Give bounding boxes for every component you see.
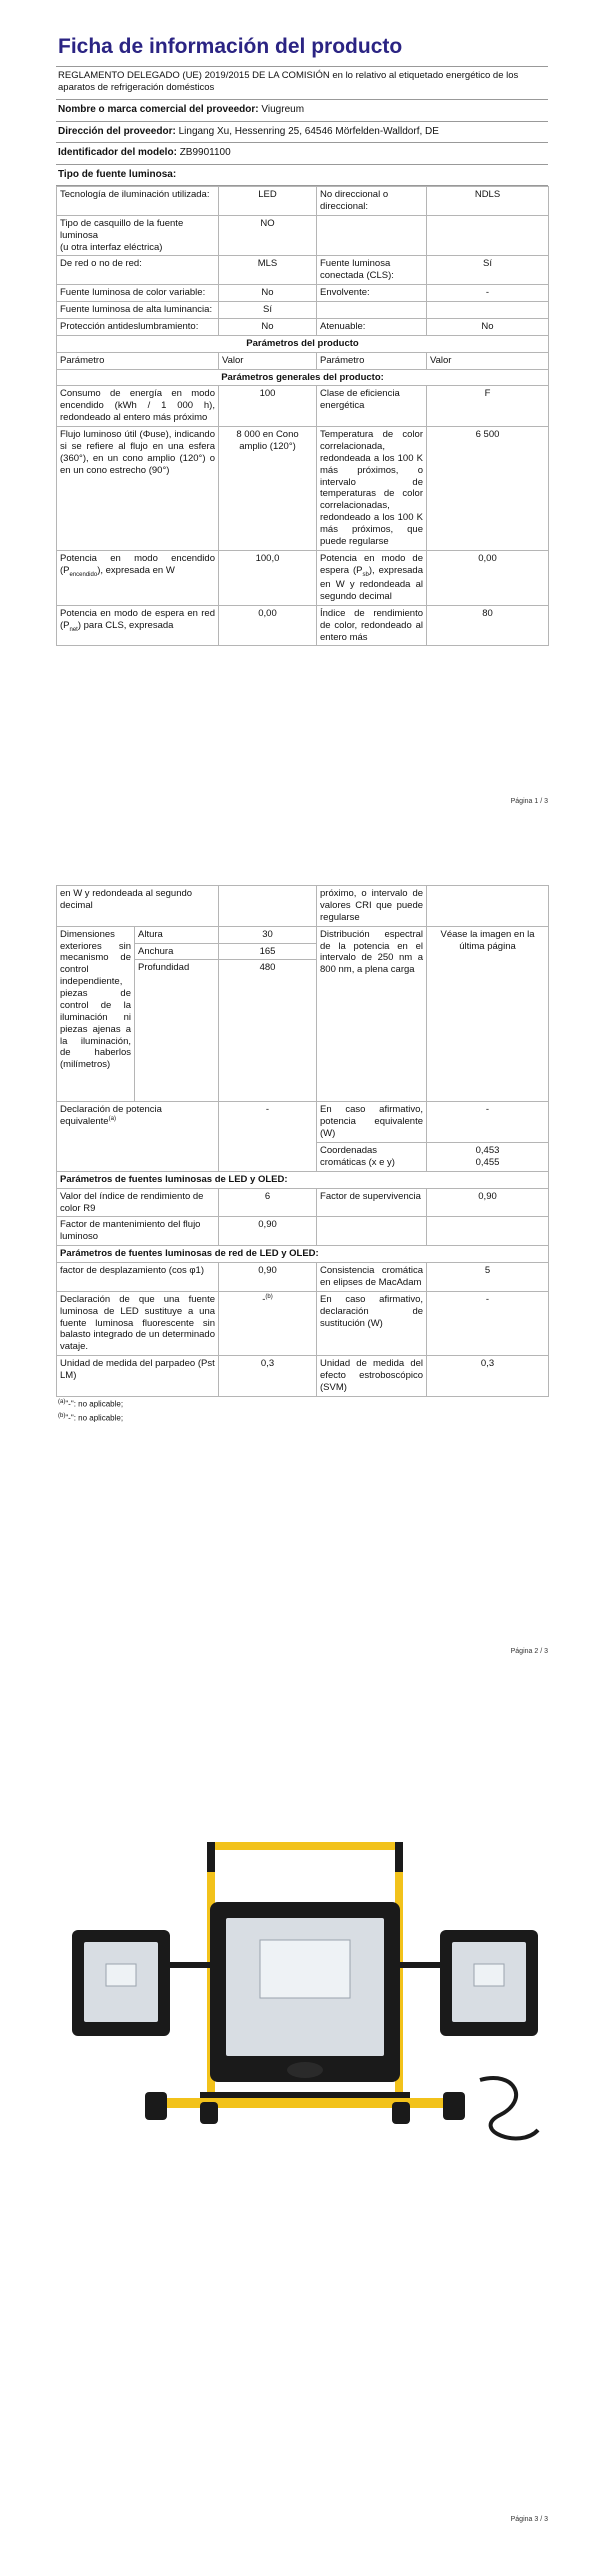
cell-label: Protección antideslumbramiento: <box>57 318 219 335</box>
footnote <box>56 1397 548 1412</box>
cell-value: Sí <box>219 302 317 319</box>
table-row <box>57 1291 549 1355</box>
depth-label: Profundidad <box>135 960 219 1102</box>
page-3 <box>0 1680 603 2560</box>
cell-value: 0,90 <box>427 1188 549 1217</box>
cell-value: No <box>219 318 317 335</box>
column-header: Parámetro <box>317 352 427 369</box>
height-label: Altura <box>135 926 219 943</box>
page-1-content <box>56 32 548 646</box>
cell-text: ), expresada en W y redondeada al segundo decimal <box>320 564 423 602</box>
cell-value: 0,90 <box>219 1217 317 1246</box>
section-header: Parámetros generales del producto: <box>57 369 549 386</box>
cell-value: 0,90 <box>219 1263 317 1292</box>
table-row <box>57 550 549 605</box>
table-row <box>57 1356 549 1397</box>
footnote-ref: (b) <box>265 1293 273 1300</box>
cell-label: Clase de eficiencia energética <box>317 386 427 427</box>
column-header: Parámetro <box>57 352 219 369</box>
cell-label <box>317 1217 427 1246</box>
supplier-name-row <box>56 100 548 122</box>
product-image <box>60 1830 550 2160</box>
cell-label: En caso afirmativo, declaración de sustitución (W) <box>317 1291 427 1355</box>
width-label: Anchura <box>135 943 219 960</box>
cell-label: Valor del índice de rendimiento de color R9 <box>57 1188 219 1217</box>
chromaticity-y: 0,455 <box>475 1156 500 1168</box>
section-header-row <box>57 335 549 352</box>
lamp-center-led-array <box>260 1940 350 1998</box>
foot-inner-right <box>392 2102 410 2124</box>
cell-text: ) para CLS, expresada <box>77 619 174 631</box>
cell-value: MLS <box>219 256 317 285</box>
supplier-name: Viugreum <box>261 104 305 115</box>
subscript: net <box>69 626 78 633</box>
frame-base-strip <box>200 2092 410 2098</box>
cell-label: Índice de rendimiento de color, redondeado al entero más <box>317 605 427 646</box>
page-1 <box>0 0 603 840</box>
cell-value: F <box>427 386 549 427</box>
cell-label <box>57 605 219 646</box>
cell-value <box>427 1143 549 1172</box>
table-row <box>57 302 549 319</box>
cell-text: Declaración de potencia equivalente <box>60 1104 162 1128</box>
cell-label: próximo, o intervalo de valores CRI que puede regularse <box>317 886 427 927</box>
section-header: Parámetros de fuentes luminosas de red de LED y OLED: <box>57 1246 549 1263</box>
cell-label: Factor de supervivencia <box>317 1188 427 1217</box>
cell-value: 0,3 <box>427 1356 549 1397</box>
cell-value: No <box>219 285 317 302</box>
supplier-address-label: Dirección del proveedor: <box>58 125 176 137</box>
cell-value: NO <box>219 215 317 256</box>
parameters-table-continued <box>56 885 549 1397</box>
cell-label <box>317 302 427 319</box>
cell-value: 6 <box>219 1188 317 1217</box>
cell-label-note: (u otra interfaz eléctrica) <box>60 241 163 253</box>
cell-value <box>219 1291 317 1355</box>
model-row <box>56 143 548 165</box>
cell-label: Unidad de medida del efecto estroboscópico (SVM) <box>317 1356 427 1397</box>
foot-right <box>443 2092 465 2120</box>
table-row <box>57 386 549 427</box>
cell-label: Fuente luminosa de alta luminancia: <box>57 302 219 319</box>
power-cable <box>480 2078 538 2138</box>
arm-left <box>168 1962 212 1968</box>
cell-value: - <box>427 1291 549 1355</box>
page-number: Página 2 / 3 <box>510 1648 548 1655</box>
section-header-row <box>57 1246 549 1263</box>
supplier-address: Lingang Xu, Hessenring 25, 64546 Mörfelden-Walldorf, DE <box>178 125 439 137</box>
footnote-text: "-": no aplicable; <box>65 1414 124 1424</box>
cell-value: No <box>427 318 549 335</box>
table-row <box>57 1188 549 1217</box>
cell-label: Consistencia cromática en elipses de MacAdam <box>317 1263 427 1292</box>
cell-label: Fuente luminosa de color variable: <box>57 285 219 302</box>
cell-value: - <box>427 1102 549 1143</box>
cell-label: Factor de mantenimiento del flujo luminoso <box>57 1217 219 1246</box>
subscript: encendido <box>69 571 98 578</box>
cell-text: ), expresada en W <box>97 564 175 576</box>
height-value: 30 <box>219 926 317 943</box>
model-label: Identificador del modelo: <box>58 147 177 158</box>
page-number: Página 3 / 3 <box>510 2516 548 2523</box>
lamp-left-led-array <box>106 1964 136 1986</box>
cell-value <box>427 886 549 927</box>
cell-label <box>317 215 427 256</box>
table-row <box>57 285 549 302</box>
cell-label: Envolvente: <box>317 285 427 302</box>
cell-label: en W y redondeada al segundo decimal <box>57 886 219 927</box>
cell-value: 0,00 <box>219 605 317 646</box>
footnote-text: "-": no aplicable; <box>65 1399 124 1409</box>
cell-value: 80 <box>427 605 549 646</box>
floodlight-illustration <box>60 1830 550 2160</box>
cell-label: Fuente luminosa conectada (CLS): <box>317 256 427 285</box>
cell-label: Consumo de energía en modo encendido (kWh / 1 000 h), redondeado al entero más próximo <box>57 386 219 427</box>
cell-value: 100,0 <box>219 550 317 605</box>
lamp-center-switch <box>287 2062 323 2078</box>
table-row <box>57 1217 549 1246</box>
cell-value: 6 500 <box>427 427 549 551</box>
section-header: Parámetros del producto <box>57 335 549 352</box>
supplier-name-label: Nombre o marca comercial del proveedor: <box>58 104 259 115</box>
table-row <box>57 1263 549 1292</box>
cell-value: - <box>427 285 549 302</box>
cell-label <box>57 215 219 256</box>
section-header: Parámetros de fuentes luminosas de LED y OLED: <box>57 1171 549 1188</box>
cell-label-text: Tipo de casquillo de la fuente luminosa <box>60 217 184 241</box>
cell-value: 0,00 <box>427 550 549 605</box>
depth-value: 480 <box>219 960 317 1102</box>
cell-label: Temperatura de color correlacionada, redondeada a los 100 K más próximos, o intervalo de temperaturas de color correlacionadas, redondeado a los 100 K más próximos, que puede regularse <box>317 427 427 551</box>
frame-right-cap <box>395 1842 403 1872</box>
table-row <box>57 318 549 335</box>
table-row <box>57 256 549 285</box>
cell-label: Unidad de medida del parpadeo (Pst LM) <box>57 1356 219 1397</box>
cell-label: No direccional o direccional: <box>317 187 427 216</box>
document-title: Ficha de información del producto <box>56 32 548 67</box>
column-header-row <box>57 352 549 369</box>
cell-value: LED <box>219 187 317 216</box>
cell-value: - <box>219 1102 317 1171</box>
cell-value: 5 <box>427 1263 549 1292</box>
cell-value: 100 <box>219 386 317 427</box>
cell-value <box>219 886 317 927</box>
cell-text: Potencia en modo encendido (P <box>60 552 215 576</box>
cell-value <box>427 302 549 319</box>
cell-value: Sí <box>427 256 549 285</box>
cell-label: Flujo luminoso útil (Φuse), indicando si se refiere al flujo en una esfera (360°), en un cono amplio (120°) o en un cono estrecho (90°) <box>57 427 219 551</box>
footnote-marker: (a) <box>58 1398 66 1405</box>
cell-value <box>427 215 549 256</box>
dimensions-label: Dimensiones exteriores sin mecanismo de control independiente, piezas de control de la iluminación ni piezas ajenas a la iluminación, de haberlos (milímetros) <box>57 926 135 1102</box>
spectral-value: Véase la imagen en la última página <box>427 926 549 1102</box>
source-type-label: Tipo de fuente luminosa: <box>56 165 548 187</box>
spectral-label: Distribución espectral de la potencia en el intervalo de 250 nm a 800 nm, a plena carga <box>317 926 427 1102</box>
frame-left-cap <box>207 1842 215 1872</box>
cell-value: NDLS <box>427 187 549 216</box>
section-header-row <box>57 1171 549 1188</box>
lamp-right-led-array <box>474 1964 504 1986</box>
column-header: Valor <box>219 352 317 369</box>
page-2-content <box>56 885 548 1426</box>
frame-top-bar <box>213 1842 397 1850</box>
footnote-ref: (a) <box>108 1116 116 1123</box>
column-header: Valor <box>427 352 549 369</box>
cell-text: Potencia en modo de espera (P <box>320 552 423 576</box>
supplier-address-row <box>56 122 548 144</box>
arm-right <box>398 1962 442 1968</box>
section-header-row <box>57 369 549 386</box>
frame-base-bar <box>150 2098 460 2108</box>
cell-label: Coordenadas cromáticas (x e y) <box>317 1143 427 1172</box>
cell-label: factor de desplazamiento (cos φ1) <box>57 1263 219 1292</box>
model-id: ZB9901100 <box>179 147 231 158</box>
table-row <box>57 926 549 943</box>
table-row <box>57 886 549 927</box>
cell-label <box>317 550 427 605</box>
cell-value <box>427 1217 549 1246</box>
width-value: 165 <box>219 943 317 960</box>
foot-left <box>145 2092 167 2120</box>
table-row <box>57 1102 549 1143</box>
cell-label: Declaración de que una fuente luminosa de LED sustituye a una fuente luminosa fluorescente sin balasto integrado de un determinado vataje. <box>57 1291 219 1355</box>
cell-value: 0,3 <box>219 1356 317 1397</box>
page-number: Página 1 / 3 <box>510 798 548 805</box>
cell-text: - <box>262 1293 266 1305</box>
footnote-marker: (b) <box>58 1413 66 1420</box>
cell-label <box>57 1102 219 1171</box>
foot-inner-left <box>200 2102 218 2124</box>
chromaticity-x: 0,453 <box>475 1145 500 1156</box>
cell-text: Potencia en modo de espera en red (P <box>60 607 215 631</box>
cell-value: 8 000 en Cono amplio (120°) <box>219 427 317 551</box>
regulation-text: REGLAMENTO DELEGADO (UE) 2019/2015 DE LA COMISIÓN en lo relativo al etiquetado energético de los aparatos de refrigeración domésticos <box>56 67 548 100</box>
light-source-table <box>56 186 549 646</box>
table-row <box>57 215 549 256</box>
cell-label: De red o no de red: <box>57 256 219 285</box>
cell-label: Atenuable: <box>317 318 427 335</box>
subscript: sb <box>362 571 369 578</box>
page-2 <box>0 840 603 1680</box>
cell-label: En caso afirmativo, potencia equivalente (W) <box>317 1102 427 1143</box>
cell-label <box>57 550 219 605</box>
table-row <box>57 427 549 551</box>
table-row <box>57 605 549 646</box>
cell-label: Tecnología de iluminación utilizada: <box>57 187 219 216</box>
table-row <box>57 187 549 216</box>
footnote <box>56 1411 548 1426</box>
